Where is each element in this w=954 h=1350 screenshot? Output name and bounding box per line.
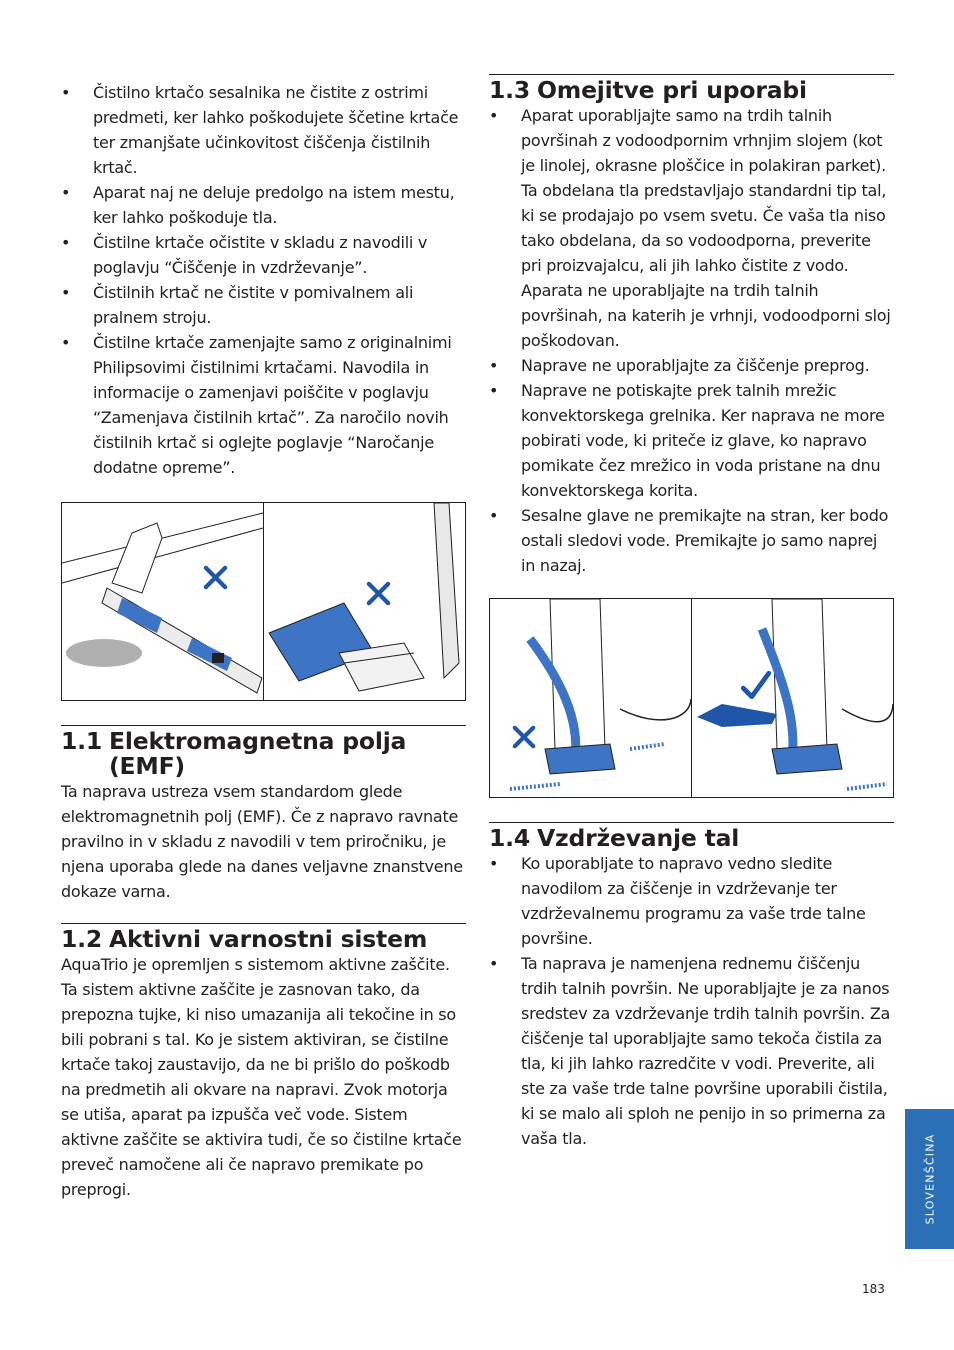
list-item: • Aparat naj ne deluje predolgo na istem mestu, ker lahko poškoduje tla. bbox=[61, 183, 455, 227]
list-item: • Naprave ne uporabljajte za čiščenje preprog. bbox=[489, 356, 870, 375]
section-heading-safety: 1.2 Aktivni varnostni sistem bbox=[61, 923, 466, 952]
list-item: • Čistilne krtače očistite v skladu z navodili v poglavju “Čiščenje in vzdrževanje”. bbox=[61, 233, 428, 277]
list-item: • Naprave ne potiskajte prek talnih mrežic konvektorskega grelnika. Ker naprava ne more pobirati vode, ki priteče iz glave, ko napravo pomikate čez mrežico in voda pristane na dnu konvektorskega korita. bbox=[489, 381, 885, 500]
section-body-safety: AquaTrio je opremljen s sistemom aktivne zaščite. Ta sistem aktivne zaščite je zasnovan tako, da prepozna tujke, ki niso umazanija ali tekočine in so bili pobrani s tal. Ko je sistem aktiviran, se čistilne krtače takoj zaustavijo, da ne bi prišlo do poškodb na predmetih ali okvare na napravi. Zvok motorja se utiša, aparat pa izpušča več vode. Sistem aktivne zaščite se aktivira tudi, če so čistilne krtače preveč namočene ali če napravo premikate po preprogi. bbox=[61, 955, 462, 1199]
figure-brush-cleaning bbox=[61, 502, 466, 701]
section-heading-maintenance: 1.4 Vzdrževanje tal bbox=[489, 822, 894, 851]
illustration-sideways-movement bbox=[490, 599, 691, 797]
section-heading-emf: 1.1 Elektromagnetna polja (EMF) bbox=[61, 725, 466, 779]
illustration-device-on-grille bbox=[263, 503, 465, 700]
list-item: • Ko uporabljate to napravo vedno sledite navodilom za čiščenje in vzdrževanje ter vzdrževalnemu programu za vaše trde talne površine. bbox=[489, 854, 866, 948]
section-body-emf: Ta naprava ustreza vsem standardom glede elektromagnetnih polj (EMF). Če z napravo ravnate pravilno in v skladu z navodili v tem priročniku, je njena uporaba glede na danes veljavne znanstvene dokaze varna. bbox=[61, 782, 463, 901]
illustration-forward-movement bbox=[691, 599, 893, 797]
check-mark-icon bbox=[739, 669, 773, 703]
list-item: • Aparat uporabljajte samo na trdih talnih površinah z vodoodpornim vrhnjim slojem (kot je linolej, okrasne ploščice in polakiran parket). Ta obdelana tla predstavljajo standardni tip tal, ki se prodajajo po vsem svetu. Če vaša tla niso tako obdelana, da so vodoodporna, preverite pri proizvajalcu, ali jih lahko čistite z vodo. Aparata ne uporabljajte na trdih talnih površinah, na katerih je vrhnji, vodoodporni sloj poškodovan. bbox=[489, 106, 891, 350]
language-tab-label: SLOVENŠČINA bbox=[923, 1133, 936, 1225]
cross-mark-icon bbox=[366, 581, 391, 606]
list-item: • Ta naprava je namenjena rednemu čiščenju trdih talnih površin. Ne uporabljajte je za nanos sredstev za vzdrževanje trdih talnih površin. Za čiščenje tal uporabljajte samo tekoča čistila za tla, ki jih lahko razredčite v vodi. Preverite, ali ste za vaše trde talne površine uporabili čistila, ki se malo ali sploh ne penijo in so primerna za vaša tla. bbox=[489, 954, 891, 1148]
list-item: • Sesalne glave ne premikajte na stran, ker bodo ostali sledovi vode. Premikajte jo samo naprej in nazaj. bbox=[489, 506, 889, 575]
language-tab bbox=[905, 1109, 954, 1249]
list-item: • Čistilno krtačo sesalnika ne čistite z ostrimi predmeti, ker lahko poškodujete ščetine krtače ter zmanjšate učinkovitost čiščenja čistilnih krtač. bbox=[61, 83, 459, 177]
cross-mark-icon bbox=[203, 565, 228, 590]
list-item: • Čistilnih krtač ne čistite v pomivalnem ali pralnem stroju. bbox=[61, 283, 414, 327]
illustration-brush-sharp-object bbox=[62, 503, 263, 700]
cleaning-warnings-list bbox=[61, 80, 466, 480]
section-heading-limits: 1.3 Omejitve pri uporabi bbox=[489, 74, 894, 103]
figure-head-movement bbox=[489, 598, 894, 798]
left-column bbox=[61, 80, 466, 1202]
list-item: • Čistilne krtače zamenjajte samo z originalnimi Philipsovimi čistilnimi krtačami. Navodila in informacije o zamenjavi poiščite v poglavju “Zamenjava čistilnih krtač”. Za naročilo novih čistilnih krtač si oglejte poglavje “Naročanje dodatne opreme”. bbox=[61, 333, 452, 477]
cross-mark-icon bbox=[512, 725, 536, 749]
page-number: 183 bbox=[862, 1282, 885, 1296]
right-column bbox=[489, 74, 894, 1151]
floor-maintenance-list bbox=[489, 851, 894, 1151]
usage-limits-list bbox=[489, 103, 894, 578]
